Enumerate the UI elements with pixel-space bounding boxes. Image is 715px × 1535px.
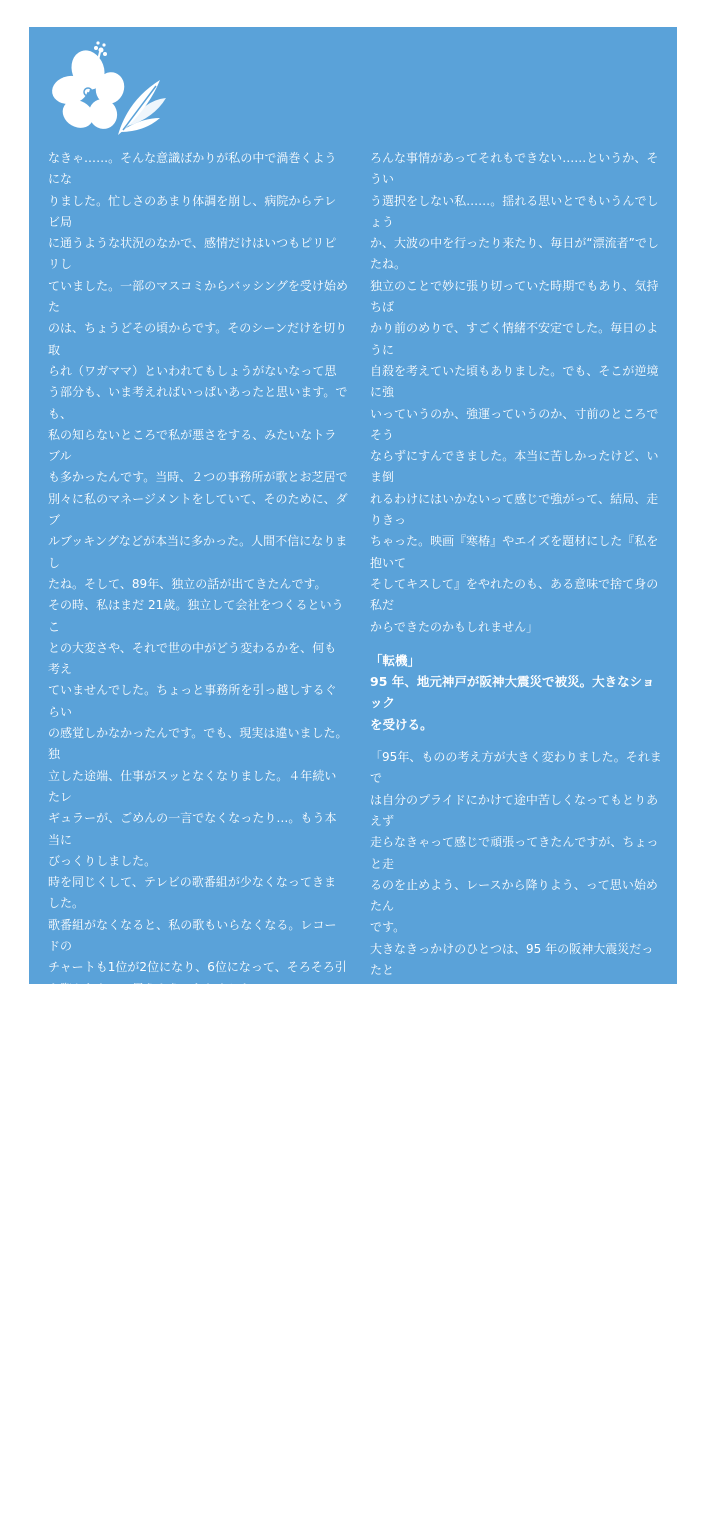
left-text-column (48, 148, 348, 1448)
body-paragraph: なきゃ……。そんな意識ばかりが私の中で渦巻くようにな りました。忙しさのあまり体調を崩し、病院からテレビ局 に通うような状況のなかで、感情だけはいつもピリピリし ていました。一部のマスコミからバッシングを受け始めた のは、ちょうどその頃からです。そのシーンだけを切り取 られ（ワガママ）といわれてもしょうがないなって思 う部分も、いま考えればいっぱいあったと思います。でも、 私の知らないところで私が悪さをする、みたいなトラブル も多かったんです。当時、２つの事務所が歌とお芝居で 別々に私のマネージメントをしていて、そのために、ダブ ルブッキングなどが本当に多かった。人間不信になりまし たね。そして、89年、独立の話が出てきたんです。 (48, 151, 348, 591)
right-text-column (370, 148, 662, 1535)
hibiscus-flower-icon (48, 40, 168, 140)
body-paragraph: その時、私はまだ 21歳。独立して会社をつくるというこ との大変さや、それで世の中がどう変わるかを、何も考え ていませんでした。ちょっと事務所を引っ越しするぐらい の感覚しかなかったんです。でも、現実は違いました。独 立した途端、仕事がスッとなくなりました。４年続いたレ ギュラーが、ごめんの一言でなくなったり…。もう本当に びっくりしました。 (48, 598, 348, 868)
body-paragraph: ろんな事情があってそれもできない……というか、そうい う選択をしない私……。揺れる思いとでもいうんでしょう か、大波の中を行ったり来たり、毎日が“漂流者”でしたね。 独立のことで妙に張り切っていた時期でもあり、気持ちば かり前のめりで、すごく情緒不安定でした。毎日のように 自殺を考えていた頃もありました。でも、そこが逆境に強 いっていうのか、強運っていうのか、寸前のところでそう ならずにすんできました。本当に苦しかったけど、いま倒 れるわけにはいかないって感じで強がって、結局、走りきっ ちゃった。映画『寒椿』やエイズを題材にした『私を抱いて そしてキスして』をやれたのも、ある意味で捨て身の私だ からできたのかもしれません」 (370, 151, 659, 634)
body-paragraph: 大きなきっかけのひとつは、95 年の阪神大震災だったと 思います。将来のためじゃなく、まず、今、という生き方 してもいいんじゃないかなぁってことを、友達を亡くした りした、ちょっと辛い経験のなかで考えるようになりまし た。実は、その前の年の 94 年に私は結婚を意識していた た人、といっても世間の皆さんが思っている人とは別の人 ですが、その人と別れていて、その時のショックも尾をひ いていたんだと思います。久しぶりに主演をやったテレビ ドラマの数字（視聴率）があまり伸びなかったこともあっ て、この時期から、私、ちょっとリタイアしちゃったんです。 しばらくは、目立たないように地味に生きようって。二十 代の後半というのは女優にとってもいちばん中途半端な 年頃で、自分の顔とか演技にもほんと、自信がなかっ たし……。番組の選び方もちょっと変わってきました。 地方の情報番組とかは出たいけど、東京のバラエティ (370, 941, 659, 1531)
section-heading-romance: 「恋愛」 92 年『寒椿』『私を抱いてそしてキスして』で日本アカデミー 主演女優賞を受賞。以後、映画を仕事の中心に移し、本格 女優の道へ。 (48, 1076, 339, 1199)
body-paragraph: 「95年、ものの考え方が大きく変わりました。それまで は自分のプライドにかけて途中苦しくなってもとりあえず 走らなきゃって感じで頑張ってきたんですが、ちょっと走 るのを止めよう、レースから降りよう、って思い始めたん です。 (370, 750, 662, 935)
body-paragraph: 80年代の終わり、時代とシンクロするかたちで、私のア イドルという青春時代はバッタリと終わりました」 (48, 1002, 339, 1060)
body-paragraph: 「独立して仕事の面でどっぷり苦しみ、強がって、落ち込 んでを繰り返していた頃、初めて人を好きになりました。 彼氏ができたんです。切ないという気持ち、大人の感情 を、初めて知りました。タレントとしてでなく、私を私と して接してくれる人が、やっと家族以外に見つかった、そ の人のところに全部を投げ出して飛び込みたい！ でもい (48, 1216, 348, 1444)
section-heading-turning-point: 「転機」 95 年、地元神戸が阪神大震災で被災。大きなショック を受ける。 (370, 652, 655, 732)
body-paragraph: 時を同じくして、テレビの歌番組が少なくなってきました。 歌番組がなくなると、私の歌もいらなくなる。レコードの チャートも1位が2位になり、6位になって、そろそろ引 き際かなあって思うようになりました。 (48, 875, 347, 996)
